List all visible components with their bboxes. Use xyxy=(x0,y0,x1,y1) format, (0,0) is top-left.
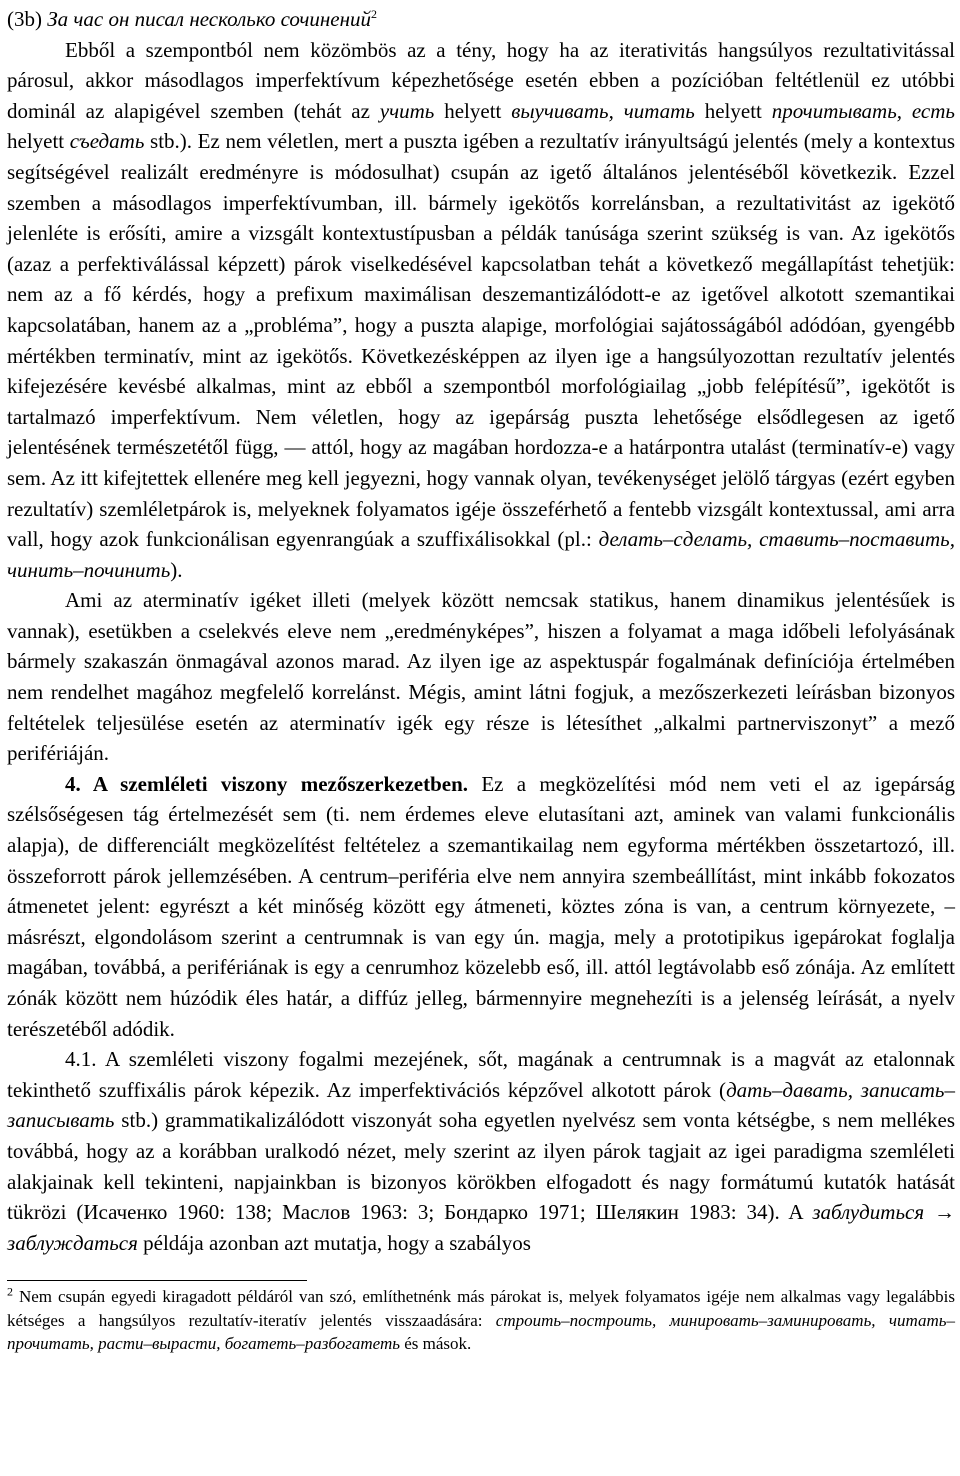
footnote: $^2$ Nem csupán egyedi kiragadott példáról van szó, említhetnénk más párokat is, melyek folyamatos igéje nem alkalmas vagy legalábbis kétséges a hangsúlyos rezultatív-iteratív jelentés visszaadására: строить–построить, минировать–заминировать, читать–прочитать, расти–вырасти, богатеть–разбогатеть és mások. xyxy=(7,1284,955,1354)
section-heading: 4. A szemléleti viszony mezőszerkezetben. xyxy=(65,771,469,796)
example-russian-text: За час он писал несколько сочинений xyxy=(47,7,372,31)
footnote-number: 2 xyxy=(7,1284,13,1299)
paragraph-section-4-1: 4.1. A szemléleti viszony fogalmi mezejének, sőt, magának a centrumnak is a magvát az etalonnak tekinthető szuffixális párok képezik. Az imperfektivációs képzővel alkotott párok (дать–давать, записать–записывать stb.) grammatikalizálódott viszonyát soha egyetlen nyelvész sem vonta kétségbe, s nem mellékes továbbá, hogy az a korábban uralkodó nézet, mely szerint az ilyen párok tagjait az igei paradigma szemléleti alakjainak kell tekinteni, napjainkban is bizonyos körökben elfogadott és nagy formátumú kutatók hatását tükrözi (Исаченко 1960: 138; Маслов 1963: 3; Бондарко 1971; Шелякин 1983: 34). A заблудиться → заблуждаться példája azonban azt mutatja, hogy a szabályos xyxy=(7,1047,955,1255)
document-page xyxy=(7,0,955,1356)
footnote-reference[interactable]: 2 xyxy=(371,7,378,21)
example-sentence xyxy=(7,0,955,35)
footnote-divider xyxy=(7,1280,307,1281)
example-number: (3b) xyxy=(7,7,42,31)
paragraph-section-4: 4. A szemléleti viszony mezőszerkezetben. Ez a megközelítési mód nem veti el az igepárság szélsőségesen tág értelmezését sem (ti. nem érdemes eleve elutasítani azt, aminek van valami funkcionális alapja), de differenciált megközelítést feltételez a szemantikailag nem egyforma mértékben összetartozó, ill. összeforrott párok jellemzésében. A centrum–periféria elve nem annyira szembeállítást, mint inkább fokozatos átmenetet jelent: egyrészt a két minőség között egy átmeneti, köztes zóna is van, a centrum környezete, – másrészt, elgondolásom szerint a centrumnak is van egy ún. magja, mely a prototipikus igepárokat foglalja magában, továbbá, a perifériának is egy a cenrumhoz közelebb eső, ill. attól legtávolabb eső zónája. Az említett zónák között nem húzódik éles határ, a diffúz jelleg, bármennyire megnehezíti is a jelenség leírását, a nyelv terészetéből adódik. xyxy=(7,771,955,1041)
paragraph-iterativity: Ebből a szempontból nem közömbös az a tény, hogy ha az iterativitás hangsúlyos rezultativitással párosul, akkor másodlagos imperfektívum képezhetősége esetén ebben a pozícióban feltétlenül ez utóbbi dominál az alapigével szemben (tehát az учить helyett выучивать, читать helyett прочитывать, есть helyett съедать stb.). Ez nem véletlen, mert a puszta igében a rezultatív irányultságú jelentés (mely a kontextus segítségével realizált eredményre is módosulhat) csupán az igető általános jelentéséből következik. Ezzel szemben a másodlagos imperfektívumban, ill. bármely igekötős korrelánsban, a rezultativitást az igekötő jelenléte is erősíti, amire a vizsgált kontextustípusban a példák tanúsága szerint szükség is van. Az igekötős (azaz a perfektiválással képzett) párok viselkedésével kapcsolatban tehát a következő megállapítást tehetjük: nem az a fő kérdés, hogy a prefixum maximálisan deszemantizálódott-e az igetővel alkotott szemantikai kapcsolatában, hanem az a „probléma”, hogy a puszta alapige, morfológiai sajátosságából adódóan, gyengébb mértékben terminatív, mint az igekötős. Következésképpen az ilyen ige a hangsúlyozottan rezultatív jelentés kifejezésére kevésbé alkalmas, mint az ebből a szempontból morfológiailag „jobb felépítésű”, igekötőt is tartalmazó imperfektívum. Nem véletlen, hogy az igepárság puszta lehetősége elsődlegesen az igető jelentésének természetétől függ, — attól, hogy az magában hordozza-e a határpontra utalást (terminatív-e) vagy sem. Az itt kifejtettek ellenére meg kell jegyezni, hogy vannak olyan, tevékenységet jelölő tárgyas (ezért egyben rezultatív) szemléletpárok is, melyeknek folyamatos igéje összeférhető a fentebb vizsgált kontextussal, ami arra vall, hogy azok funkcionálisan egyenrangúak a szuffixálisokkal (pl.: делать–сделать, ставить–поставить, чинить–починить). xyxy=(7,37,955,582)
paragraph-aterminative: Ami az aterminatív igéket illeti (melyek között nemcsak statikus, hanem dinamikus jelentésűek is vannak), esetükben a cselekvés eleve nem „eredményképes”, hiszen a folyamat a maga időbeli lefolyásának bármely szakaszán önmagával azonos marad. Az ilyen ige az aspektuspár fogalmának definíciója értelmében nem rendelhet magához megfelelő korrelánst. Mégis, amint látni fogjuk, a mezőszerkezeti leírásban bizonyos feltételek teljesülése esetén az aterminatív igék egy része is létesíthet „alkalmi partnerviszonyt” a mező perifériáján. xyxy=(7,588,955,766)
